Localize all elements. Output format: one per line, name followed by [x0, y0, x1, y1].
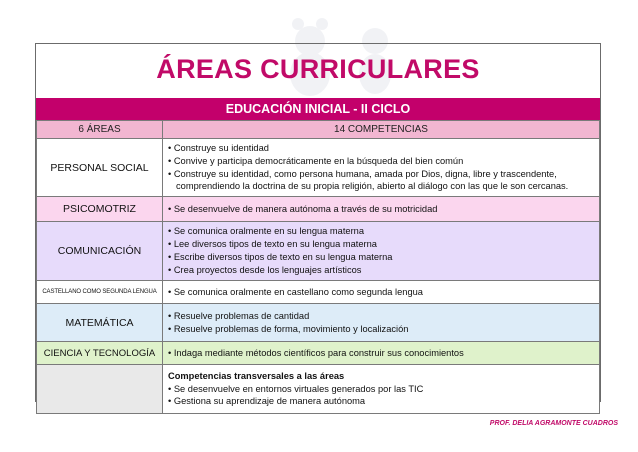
competencias-castellano	[163, 281, 600, 304]
row-transversales	[37, 365, 600, 414]
list-item: • Gestiona su aprendizaje de manera autónoma	[168, 395, 594, 408]
list-item: • Construye su identidad	[168, 142, 594, 155]
transversales-heading: Competencias transversales a las áreas	[168, 370, 345, 381]
list-item: • Indaga mediante métodos científicos para construir sus conocimientos	[168, 347, 594, 360]
list-item: • Construye su identidad, como persona humana, amada por Dios, digna, libre y trascendente,	[168, 168, 594, 181]
list-item: • Se comunica oralmente en castellano como segunda lengua	[168, 286, 594, 299]
list-item: • Escribe diversos tipos de texto en su lengua materna	[168, 251, 594, 264]
row-psicomotriz	[37, 197, 600, 222]
area-empty	[37, 365, 163, 414]
list-item: • Lee diversos tipos de texto en su lengua materna	[168, 238, 594, 251]
list-item: • Crea proyectos desde los lenguajes artísticos	[168, 264, 594, 277]
competencias-header: 14 COMPETENCIAS	[163, 121, 600, 139]
competencias-comunicacion	[163, 222, 600, 281]
area-matematica: MATEMÁTICA	[37, 304, 163, 342]
area-personal-social: PERSONAL SOCIAL	[37, 139, 163, 197]
list-item-continuation: comprendiendo la doctrina de su propia religión, abierto al diálogo con las que le son cercanas.	[176, 181, 569, 192]
author-credit: PROF. DELIA AGRAMONTE CUADROS	[489, 420, 618, 427]
competencias-matematica	[163, 304, 600, 342]
competencias-ciencia	[163, 342, 600, 365]
areas-header: 6 ÁREAS	[37, 121, 163, 139]
list-item: • Se desenvuelve en entornos virtuales generados por las TIC	[168, 383, 594, 396]
row-matematica	[37, 304, 600, 342]
list-item: • Se comunica oralmente en su lengua materna	[168, 225, 594, 238]
area-ciencia: CIENCIA Y TECNOLOGÍA	[37, 342, 163, 365]
area-castellano: CASTELLANO COMO SEGUNDA LENGUA	[37, 281, 163, 304]
row-personal-social	[37, 139, 600, 197]
areas-table	[36, 120, 600, 414]
row-castellano	[37, 281, 600, 304]
row-comunicacion	[37, 222, 600, 281]
cycle-banner: EDUCACIÓN INICIAL - II CICLO	[36, 98, 600, 120]
curricular-table-frame	[35, 43, 601, 407]
area-psicomotriz: PSICOMOTRIZ	[37, 197, 163, 222]
table-header-row	[37, 121, 600, 139]
area-comunicacion: COMUNICACIÓN	[37, 222, 163, 281]
competencias-psicomotriz	[163, 197, 600, 222]
row-ciencia	[37, 342, 600, 365]
page-title: ÁREAS CURRICULARES	[156, 54, 480, 84]
competencias-personal-social	[163, 139, 600, 197]
list-item: • Se desenvuelve de manera autónoma a través de su motricidad	[168, 203, 594, 216]
competencias-transversales	[163, 365, 600, 414]
list-item: • Convive y participa democráticamente en la búsqueda del bien común	[168, 155, 594, 168]
list-item: • Resuelve problemas de forma, movimiento y localización	[168, 323, 594, 336]
list-item: • Resuelve problemas de cantidad	[168, 310, 594, 323]
